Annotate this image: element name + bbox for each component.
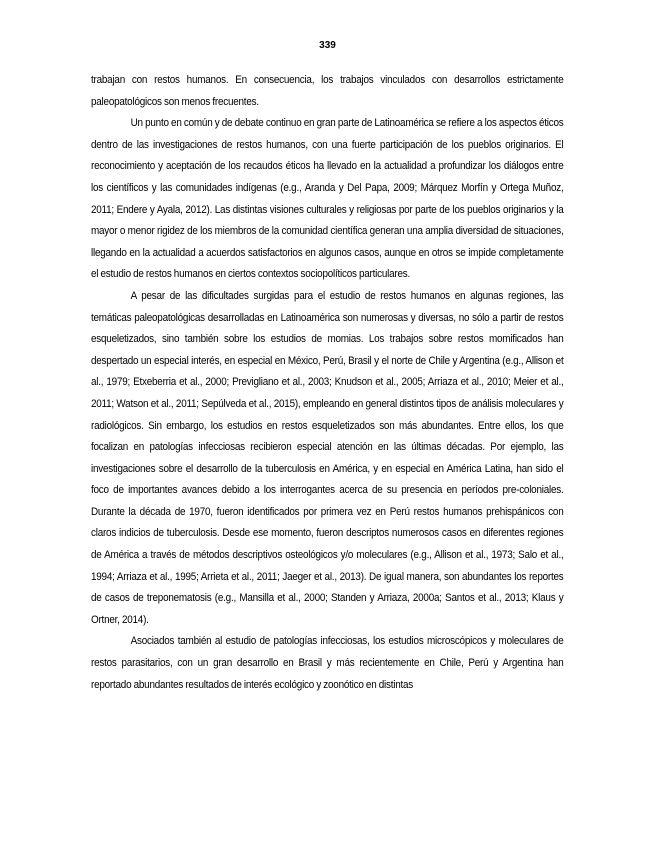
paragraph-3: A pesar de las dificultades surgidas para el estudio de restos humanos en algunas regiones, las temáticas paleopatológicas desarrolladas en Latinoamérica son numerosas y diversas, no sólo a partir de restos esqueletizados, sino también sobre los estudios de momias. Los trabajos sobre restos momificados han despertado un especial interés, en especial en México, Perú, Brasil y el norte de Chile y Argentina (e.g., Allison et al., 1979; Etxeberria et al., 2000; Previgliano et al., 2003; Knudson et al., 2005; Arriaza et al., 2010; Meier et al., 2011; Watson et al., 2011; Sepúlveda et al., 2015), empleando en general distintos tipos de análisis moleculares y radiológicos. Sin embargo, los estudios en restos esqueletizados son más abundantes. Entre ellos, los que focalizan en patologías infecciosas recibieron especial atención en las últimas décadas. Por ejemplo, las investigaciones sobre el desarrollo de la tuberculosis en América, y en especial en América Latina, han sido el foco de importantes avances debido a los interrogantes acerca de su presencia en períodos pre-coloniales. Durante la década de 1970, fueron identificados por primera vez en Perú restos humanos prehispánicos con claros indicios de tuberculosis. Desde ese momento, fueron descriptos numerosos casos en diferentes regiones de América a través de métodos descriptivos osteológicos y/o moleculares (e.g., Allison et al., 1973; Salo et al., 1994; Arriaza et al., 1995; Arrieta et al., 2011; Jaeger et al., 2013). De igual manera, son abundantes los reportes de casos de treponematosis (e.g., Mansilla et al., 2000; Standen y Arriaza, 2000a; Santos et al., 2013; Klaus y Ortner, 2014).	[91, 289, 564, 626]
paragraph-2: Un punto en común y de debate continuo en gran parte de Latinoamérica se refiere a los aspectos éticos dentro de las investigaciones de restos humanos, con una fuerte participación de los pueblos originarios. El reconocimiento y aceptación de los recaudos éticos ha llevado en la actualidad a profundizar los diálogos entre los científicos y las comunidades indígenas (e.g., Aranda y Del Papa, 2009; Márquez Morfín y Ortega Muñoz, 2011; Endere y Ayala, 2012). Las distintas visiones culturales y religiosas por parte de los pueblos originarios y la mayor o menor rigidez de los miembros de la comunidad científica generan una amplia diversidad de situaciones, llegando en la actualidad a acuerdos satisfactorios en algunos casos, aunque en otros se impide completamente el estudio de restos humanos en ciertos contextos sociopolíticos particulares.	[91, 117, 564, 281]
paragraph-4: Asociados también al estudio de patologías infecciosas, los estudios microscópicos y moleculares de restos parasitarios, con un gran desarrollo en Brasil y más recientemente en Chile, Perú y Argentina han reportado abundantes resultados de interés ecológico y zoonótico en distintas	[91, 635, 564, 691]
page-number: 339	[319, 40, 336, 51]
paragraph-1: trabajan con restos humanos. En consecuencia, los trabajos vinculados con desarrollos estrictamente paleopatológicos son menos frecuentes.	[91, 74, 564, 108]
body-text	[91, 70, 564, 696]
